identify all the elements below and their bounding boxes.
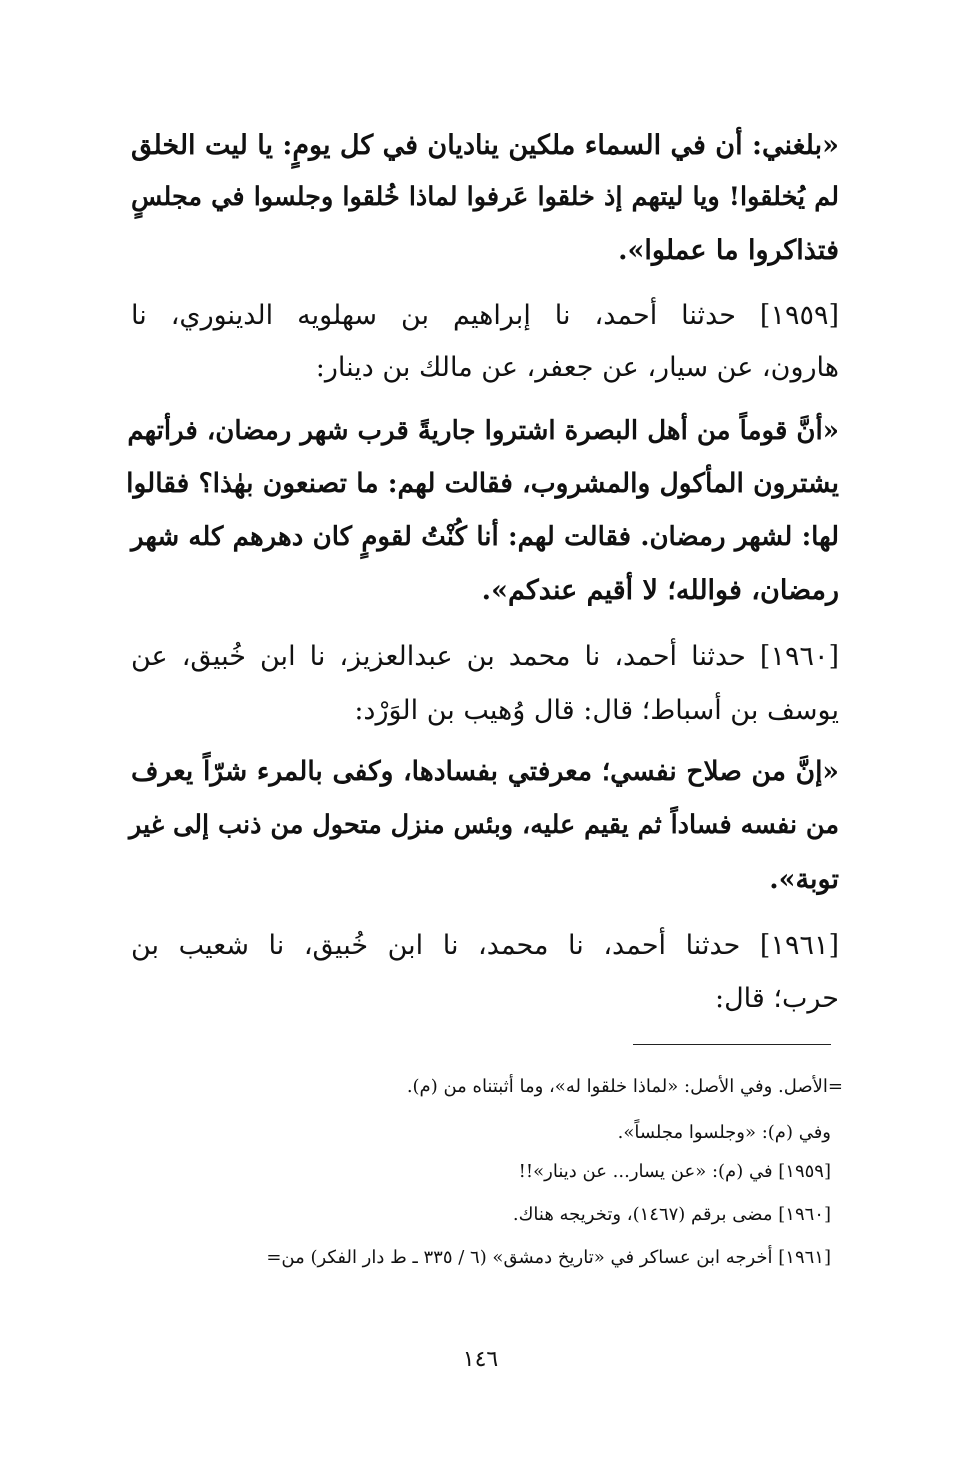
footnote-line: =الأصل. وفي الأصل: «لماذا خلقوا له»، وما أثبتناه من (م). <box>406 1076 843 1097</box>
body-line: من نفسه فساداً ثم يقيم عليه، وبئس منزل متحول من ذنب إلى غير <box>128 810 839 840</box>
body-line: رمضان، فوالله؛ لا أقيم عندكم». <box>481 575 839 606</box>
body-line: «أنَّ قوماً من أهل البصرة اشتروا جاريةً قرب شهر رمضان، فرأتهم <box>127 416 839 446</box>
body-line: لم يُخلقوا! ويا ليتهم إذ خلقوا عَرفوا لماذا خُلقوا وجلسوا في مجلسٍ <box>131 182 839 212</box>
footnote-line: وفي (م): «وجلسوا مجلساً». <box>617 1122 831 1143</box>
body-line: لها: لشهر رمضان. فقالت لهم: أنا كُنْتُ لقومٍ كان دهرهم كله شهر <box>131 522 839 552</box>
hadith-isnad-line: [١٩٥٩] حدثنا أحمد، نا إبراهيم بن سهلويه الدينوري، نا <box>131 300 839 331</box>
hadith-isnad-line: هارون، عن سيار، عن جعفر، عن مالك بن دينار: <box>315 352 839 383</box>
footnote-line: [١٩٦٠] مضى برقم (١٤٦٧)، وتخريجه هناك. <box>512 1204 831 1225</box>
page-number: ١٤٦ <box>462 1347 499 1372</box>
body-line: فتذاكروا ما عملوا». <box>618 235 839 266</box>
hadith-isnad-line: [١٩٦٠] حدثنا أحمد، نا محمد بن عبدالعزيز، نا ابن خُبيق، عن <box>131 641 839 672</box>
hadith-isnad-line: حرب؛ قال: <box>714 983 839 1014</box>
footnote-line: [١٩٦١] أخرجه ابن عساكر في «تاريخ دمشق» (٦ / ٣٣٥ ـ ط دار الفكر) من= <box>266 1247 831 1268</box>
body-line: «بلغني: أن في السماء ملكين يناديان في كل يومٍ: يا ليت الخلق <box>130 130 839 161</box>
footnote-line: [١٩٥٩] في (م): «عن يسار... عن دينار»!! <box>518 1161 831 1182</box>
body-line: يشترون المأكول والمشروب، فقالت لهم: ما تصنعون بهٰذا؟ فقالوا <box>126 468 839 499</box>
body-line: «إنَّ من صلاح نفسي؛ معرفتي بفسادها، وكفى بالمرء شرّاً يعرف <box>131 756 839 787</box>
hadith-isnad-line: [١٩٦١] حدثنا أحمد، نا محمد، نا ابن خُبيق، نا شعيب بن <box>131 930 839 961</box>
hadith-isnad-line: يوسف بن أسباط؛ قال: قال وُهيب بن الوَرْد: <box>354 695 839 726</box>
footnote-divider <box>633 1044 831 1045</box>
body-line: توبة». <box>769 864 839 895</box>
